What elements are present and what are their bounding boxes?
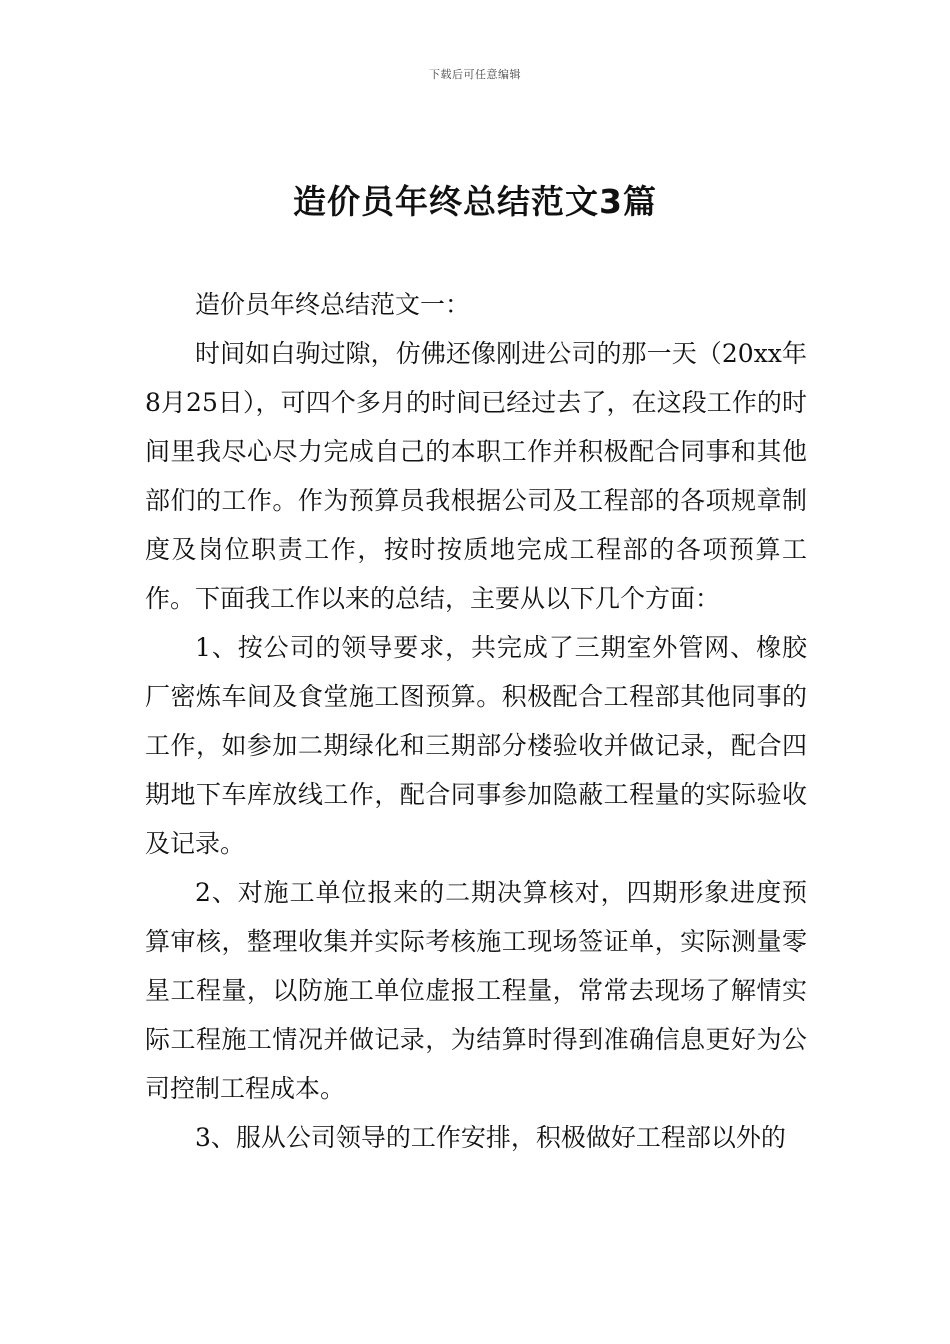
document-title: 造价员年终总结范文3篇: [293, 182, 657, 221]
paragraph-item-1: 1、按公司的领导要求，共完成了三期室外管网、橡胶厂密炼车间及食堂施工图预算。积极配合工程部其他同事的工作，如参加二期绿化和三期部分楼验收并做记录，配合四期地下车库放线工作，配合同事参加隐蔽工程量的实际验收及记录。: [145, 633, 807, 858]
paragraph-item-2: 2、对施工单位报来的二期决算核对，四期形象进度预算审核，整理收集并实际考核施工现场签证单，实际测量零星工程量，以防施工单位虚报工程量，常常去现场了解情实际工程施工情况并做记录，为结算时得到准确信息更好为公司控制工程成本。: [145, 878, 807, 1103]
paragraph-intro: 时间如白驹过隙，仿佛还像刚进公司的那一天（20xx年8月25日），可四个多月的时间已经过去了，在这段工作的时间里我尽心尽力完成自己的本职工作并积极配合同事和其他部们的工作。作为预算员我根据公司及工程部的各项规章制度及岗位职责工作，按时按质地完成工程部的各项预算工作。下面我工作以来的总结，主要从以下几个方面：: [145, 339, 807, 613]
paragraph-item-3: 3、服从公司领导的工作安排，积极做好工程部以外的: [195, 1123, 786, 1152]
header-note: 下载后可任意编辑: [429, 68, 521, 81]
document-body: [145, 280, 807, 1162]
section-heading: 造价员年终总结范文一：: [195, 290, 471, 319]
